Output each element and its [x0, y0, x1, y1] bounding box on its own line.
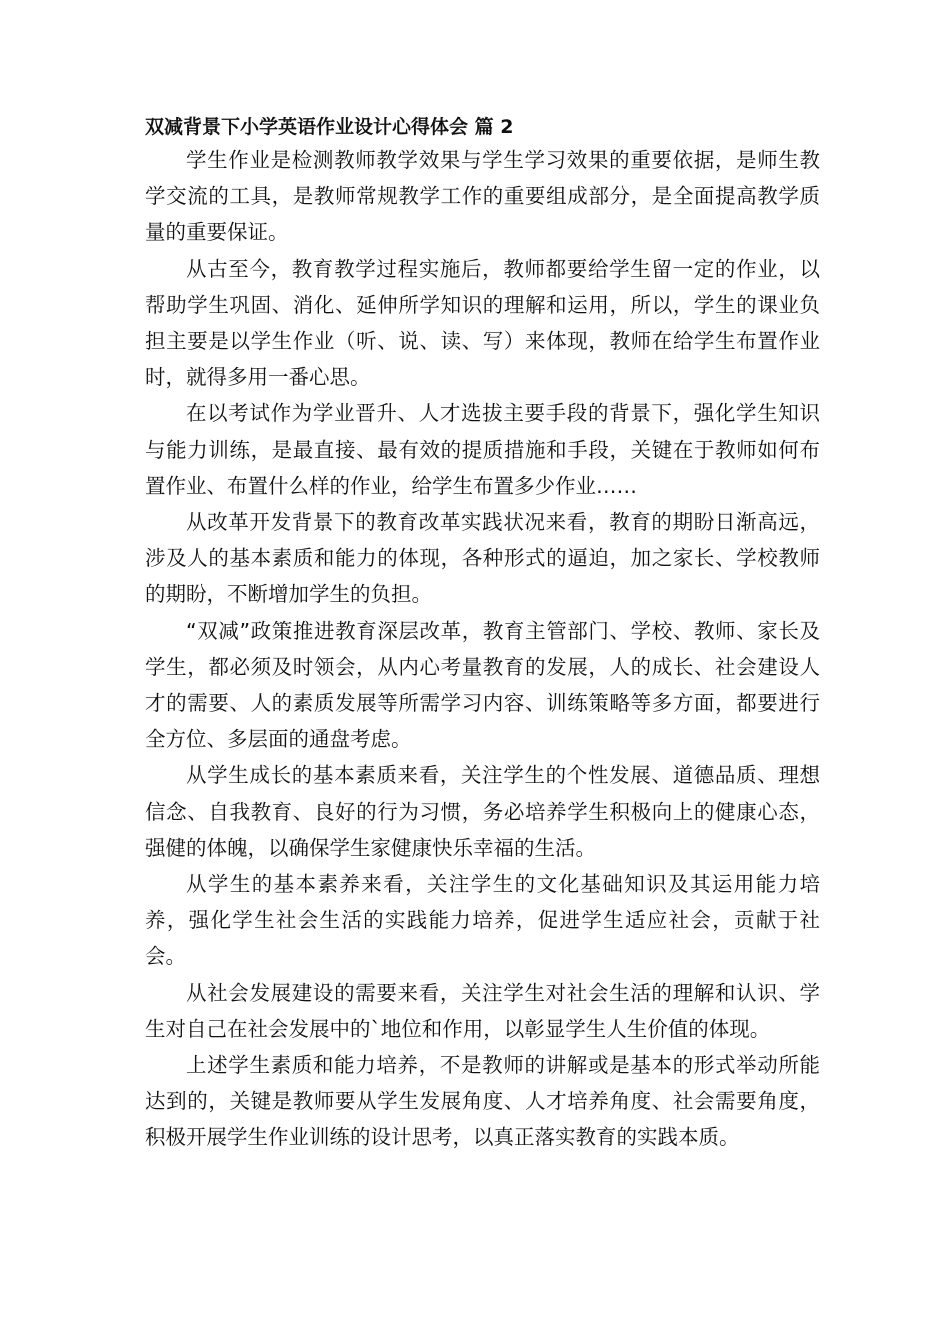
paragraph: 学生作业是检测教师教学效果与学生学习效果的重要依据，是师生教学交流的工具，是教师常规教学工作的重要组成部分，是全面提高教学质量的重要保证。 [145, 148, 820, 245]
paragraph: 从古至今，教育教学过程实施后，教师都要给学生留一定的作业，以帮助学生巩固、消化、延伸所学知识的理解和运用，所以，学生的课业负担主要是以学生作业（听、说、读、写）来体现，教师在给学生布置作业时，就得多用一番心思。 [145, 256, 820, 390]
paragraph: 上述学生素质和能力培养，不是教师的讲解或是基本的形式举动所能达到的，关键是教师要从学生发展角度、人才培养角度、社会需要角度，积极开展学生作业训练的设计思考，以真正落实教育的实践本质。 [145, 1053, 820, 1150]
paragraph: 在以考试作为学业晋升、人才选拔主要手段的背景下，强化学生知识与能力训练，是最直接、最有效的提质措施和手段，关键在于教师如何布置作业、布置什么样的作业，给学生布置多少作业…… [145, 401, 820, 498]
document-title: 双减背景下小学英语作业设计心得体会 篇 2 [145, 116, 514, 138]
paragraph: 从社会发展建设的需要来看，关注学生对社会生活的理解和认识、学生对自己在社会发展中的`地位和作用，以彰显学生人生价值的体现。 [145, 980, 820, 1041]
paragraph: “双减”政策推进教育深层改革，教育主管部门、学校、教师、家长及学生，都必须及时领会，从内心考量教育的发展，人的成长、社会建设人才的需要、人的素质发展等所需学习内容、训练策略等多方面，都要进行全方位、多层面的通盘考虑。 [145, 618, 820, 752]
paragraph: 从学生成长的基本素质来看，关注学生的个性发展、道德品质、理想信念、自我教育、良好的行为习惯，务必培养学生积极向上的健康心态，强健的体魄，以确保学生家健康快乐幸福的生活。 [145, 763, 820, 860]
document-body [145, 112, 820, 1156]
paragraph: 从改革开发背景下的教育改革实践状况来看，教育的期盼日渐高远，涉及人的基本素质和能力的体现，各种形式的逼迫，加之家长、学校教师的期盼，不断增加学生的负担。 [145, 510, 820, 607]
paragraph: 从学生的基本素养来看，关注学生的文化基础知识及其运用能力培养，强化学生社会生活的实践能力培养，促进学生适应社会，贡献于社会。 [145, 872, 820, 969]
